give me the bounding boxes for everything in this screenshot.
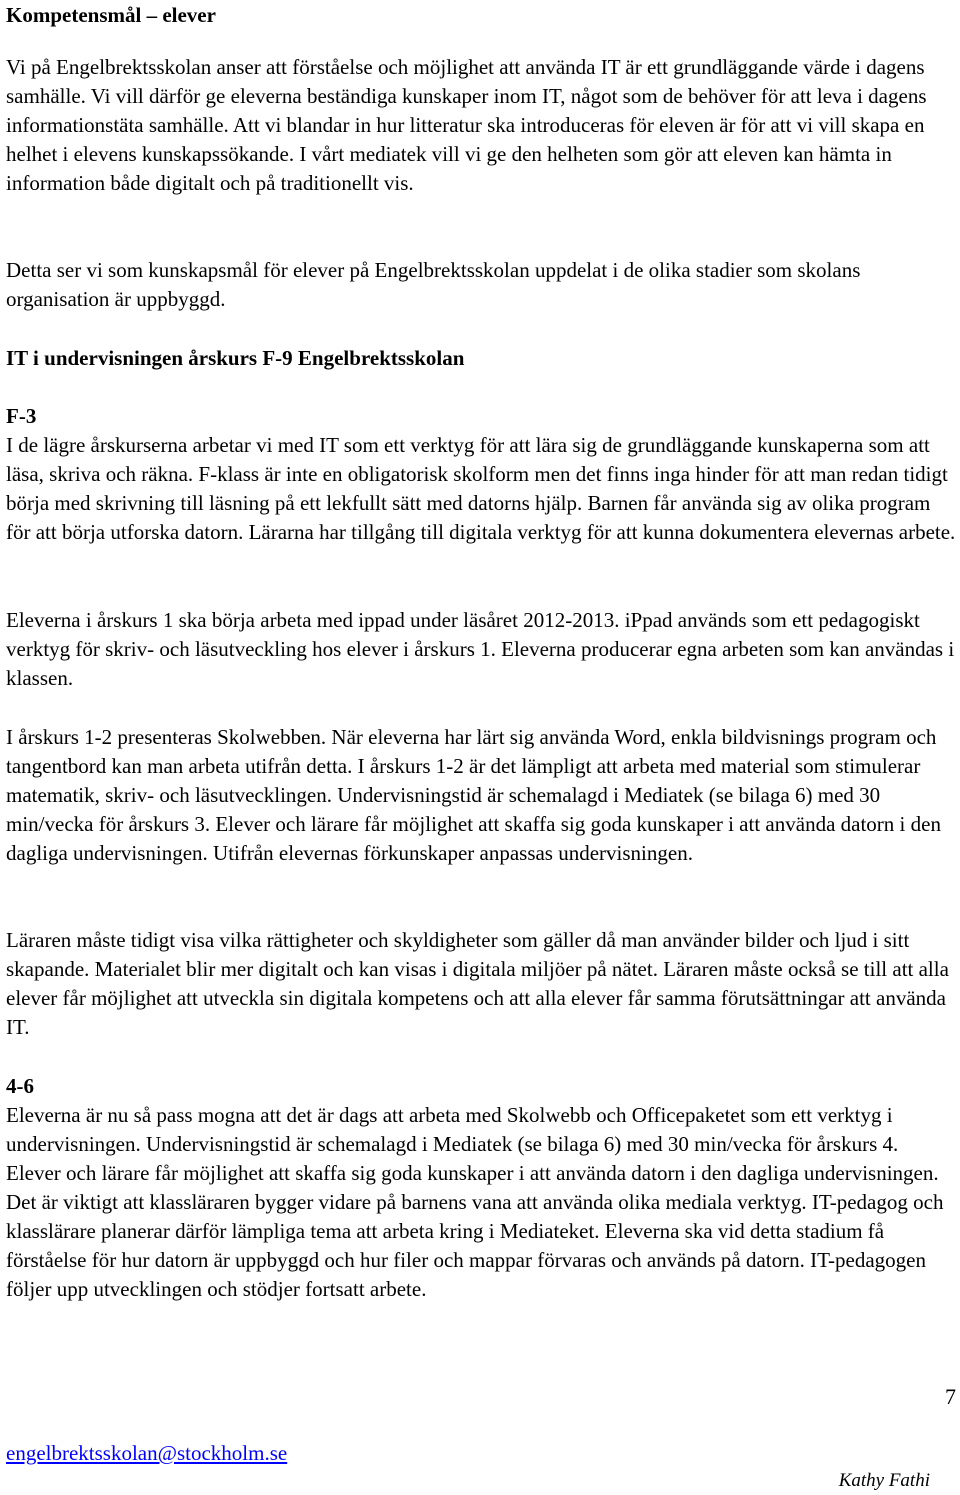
page-number: 7 <box>945 1384 956 1409</box>
g46-heading: 4-6 <box>6 1074 34 1098</box>
page-title: Kompetensmål – elever <box>6 3 216 27</box>
f3-paragraph-2: Eleverna i årskurs 1 ska börja arbeta med ippad under läsåret 2012-2013. iPpad används som ett pedagogiskt verktyg för skriv- och läsutveckling hos elever i årskurs 1. Eleverna producerar egna arbeten som kan användas i klassen. <box>6 608 955 690</box>
f3-heading: F-3 <box>6 404 37 428</box>
g46-paragraph-1: Eleverna är nu så pass mogna att det är dags att arbeta med Skolwebb och Officepaketet som ett verktyg i undervisningen. Undervisningstid är schemalagd i Mediatek (se bilaga 6) med 30 min/vecka för årskurs 4. Elever och lärare får möjlighet att skaffa sig goda kunskaper i att använda datorn i den dagliga undervisningen. Det är viktigt att klassläraren bygger vidare på barnens vana att använda olika mediala verktyg. IT-pedagog och klasslärare planerar därför lämpliga tema att arbeta kring i Mediateket. Eleverna ska vid detta stadium få förståelse för hur datorn är uppbyggd och hur filer och mappar förvaras och används på datorn. IT-pedagogen följer upp utvecklingen och stödjer fortsatt arbete. <box>6 1103 944 1301</box>
author-name: Kathy Fathi <box>838 1470 930 1491</box>
intro-paragraph-1: Vi på Engelbrektsskolan anser att förståelse och möjlighet att använda IT är ett grundläggande värde i dagens samhälle. Vi vill därför ge eleverna beständiga kunskaper inom IT, något som de behöver för att leva i dagens informationstäta samhälle. Att vi blandar in hur litteratur ska introduceras för eleven är för att vi vill skapa en helhet i elevens kunskapssökande. I vårt mediatek vill vi ge den helheten som gör att eleven kan hämta in information både digitalt och på traditionellt vis. <box>6 55 927 195</box>
section-title: IT i undervisningen årskurs F-9 Engelbrektsskolan <box>6 346 465 370</box>
email-link[interactable]: engelbrektsskolan@stockholm.se <box>6 1441 288 1465</box>
f3-paragraph-3: I årskurs 1-2 presenteras Skolwebben. När eleverna har lärt sig använda Word, enkla bildvisnings program och tangentbord kan man arbeta utifrån detta. I årskurs 1-2 är det lämpligt att arbeta med material som stimulerar matematik, skriv- och läsutvecklingen. Undervisningstid är schemalagd i Mediatek (se bilaga 6) med 30 min/vecka för årskurs 3. Elever och lärare får möjlighet att skaffa sig goda kunskaper i att använda datorn i den dagliga undervisningen. Utifrån elevernas förkunskaper anpassas undervisningen. <box>6 725 941 865</box>
f3-paragraph-1: I de lägre årskurserna arbetar vi med IT som ett verktyg för att lära sig de grundläggande kunskaperna som att läsa, skriva och räkna. F-klass är inte en obligatorisk skolform men det finns inga hinder för att man redan tidigt börja med skrivning till läsning på ett lekfullt sätt med datorns hjälp. Barnen får använda sig av olika program för att börja utforska datorn. Lärarna har tillgång till digitala verktyg för att kunna dokumentera elevernas arbete. <box>6 433 956 544</box>
intro-paragraph-2: Detta ser vi som kunskapsmål för elever på Engelbrektsskolan uppdelat i de olika stadier som skolans organisation är uppbyggd. <box>6 258 861 311</box>
f3-paragraph-4: Läraren måste tidigt visa vilka rättigheter och skyldigheter som gäller då man använder bilder och ljud i sitt skapande. Materialet blir mer digitalt och kan visas i digitala miljöer på nätet. Läraren måste också se till att alla elever får möjlighet att utveckla sin digitala kompetens och att alla elever får samma förutsättningar att använda IT. <box>6 928 949 1039</box>
